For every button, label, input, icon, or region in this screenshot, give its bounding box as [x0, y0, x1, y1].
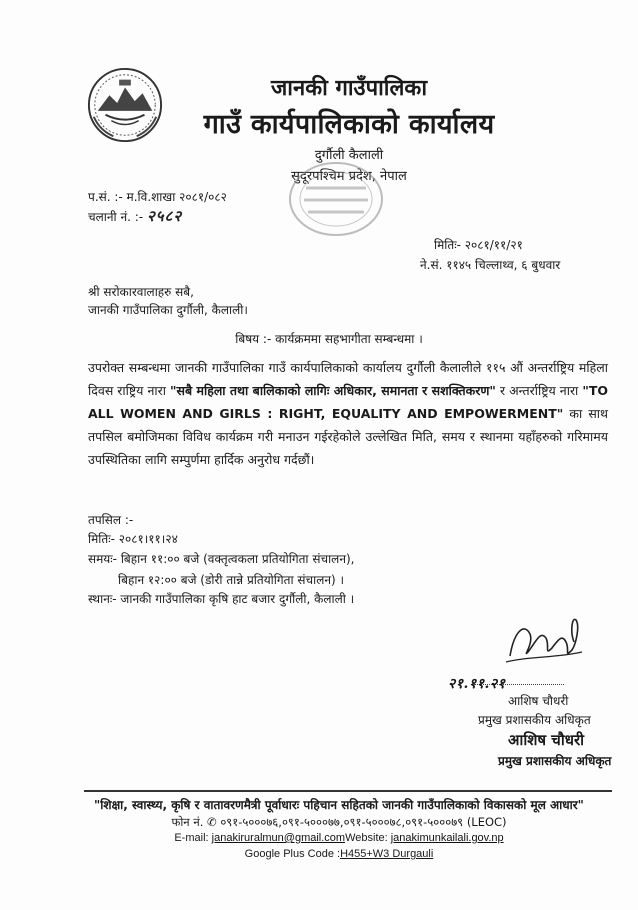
signature-icon — [500, 612, 586, 672]
office-location: दुर्गौली कैलाली — [314, 148, 384, 163]
dispatch-label: चलानी नं. :- — [88, 210, 144, 224]
footer-phone: फोन नं. ✆ ०९१-५०००७६,०९१-५०००७७,०९१-५०००७८,०९१-५०००७९ (LEOC) — [171, 815, 507, 829]
letter-subject: बिषय :- कार्यक्रममा सहभागीता सम्बन्धमा । — [235, 332, 423, 346]
email-label: E-mail: — [174, 832, 209, 844]
recipient-line-1: श्री सरोकारवालाहरु सबै, — [88, 285, 194, 299]
website-label: Website: — [345, 832, 388, 844]
schedule-label: तपसिल :- — [88, 513, 134, 527]
reference-number: प.सं. :- म.वि.शाखा २०८१/०८२ — [88, 190, 227, 204]
footer-contact — [0, 832, 638, 844]
body-text-3: का साथ तपसिल बमोजिमका विविध कार्यक्रम गरी मनाउन गईरहेकोले उल्लेखित मिति, समय र स्थानमा यहाँहरुको गरिमामय उपस्थितिका लागि सम्पुर्णमा हार्दिक अनुरोध गर्दछौं। — [88, 406, 608, 467]
office-name: गाउँ कार्यपालिकाको कार्यालय — [203, 109, 495, 140]
stamp-name: आशिष चौधरी — [508, 731, 584, 749]
stamp-title: प्रमुख प्रशासकीय अधिकृत — [498, 754, 612, 768]
website-link[interactable]: janakimunkailali.gov.np — [390, 832, 504, 844]
email-link[interactable]: janakiruralmun@gmail.com — [211, 832, 346, 844]
body-international-slogan: "TO ALL WOMEN AND GIRLS : RIGHT, EQUALITY AND EMPOWERMENT" — [88, 383, 608, 421]
footer-motto: "शिक्षा, स्वास्थ्य, कृषि र वातावरणमैत्री पूर्वाधारः पहिचान सहितको जानकी गाउँपालिकाको विकासको मूल आधार" — [94, 798, 584, 812]
letter-date: मितिः- २०८१/११/२१ — [434, 238, 523, 252]
plus-code-link[interactable]: H455+W3 Durgauli — [340, 848, 434, 860]
schedule-time-2: बिहान १२:०० बजे (डोरी तान्ने प्रतियोगिता संचालन) । — [118, 573, 345, 587]
schedule-venue: स्थानः- जानकी गाउँपालिका कृषि हाट बजार दुर्गौली, कैलाली । — [88, 592, 355, 606]
municipality-name: जानकी गाउँपालिका — [270, 76, 428, 101]
dispatch-number — [88, 206, 182, 226]
dispatch-handwritten-number: २५८२ — [146, 207, 183, 225]
body-national-slogan: "सबै महिला तथा बालिकाको लागिः अधिकार, समानता र सशक्तिकरण" — [169, 383, 496, 398]
signed-date: २१.११.२१ — [448, 676, 506, 692]
recipient-line-2: जानकी गाउँपालिका दुर्गौली, कैलाली। — [88, 303, 248, 317]
footer-divider — [84, 790, 612, 792]
schedule-time-1: समयः- बिहान ११:०० बजे (वक्तृत्वकला प्रतियोगिता संचालन), — [88, 552, 355, 566]
signatory-title: प्रमुख प्रशासकीय अधिकृत — [478, 713, 591, 727]
footer-plus-code — [0, 848, 638, 860]
nepal-sambat-date: ने.सं. ११४५ चिल्लाथ्व, ६ बुधवार — [420, 258, 561, 272]
schedule-date: मितिः- २०८१।११।२४ — [88, 532, 178, 546]
letter-body — [88, 356, 608, 471]
office-province: सुदूरपश्चिम प्रदेश, नेपाल — [291, 169, 407, 184]
body-text-2: र अन्तर्राष्ट्रिय नारा — [495, 383, 583, 398]
office-stamp-icon — [286, 158, 386, 240]
body-text-1: उपरोक्त सम्बन्धमा जानकी गाउँपालिका गाउँ कार्यपालिकाको कार्यालय दुर्गौली कैलालीले ११५ औं अन्तर्राष्ट्रिय महिला दिवस राष्ट्रिय नारा — [88, 360, 608, 398]
plus-code-label: Google Plus Code : — [244, 848, 341, 860]
signatory-name: आशिष चौधरी — [508, 694, 569, 708]
